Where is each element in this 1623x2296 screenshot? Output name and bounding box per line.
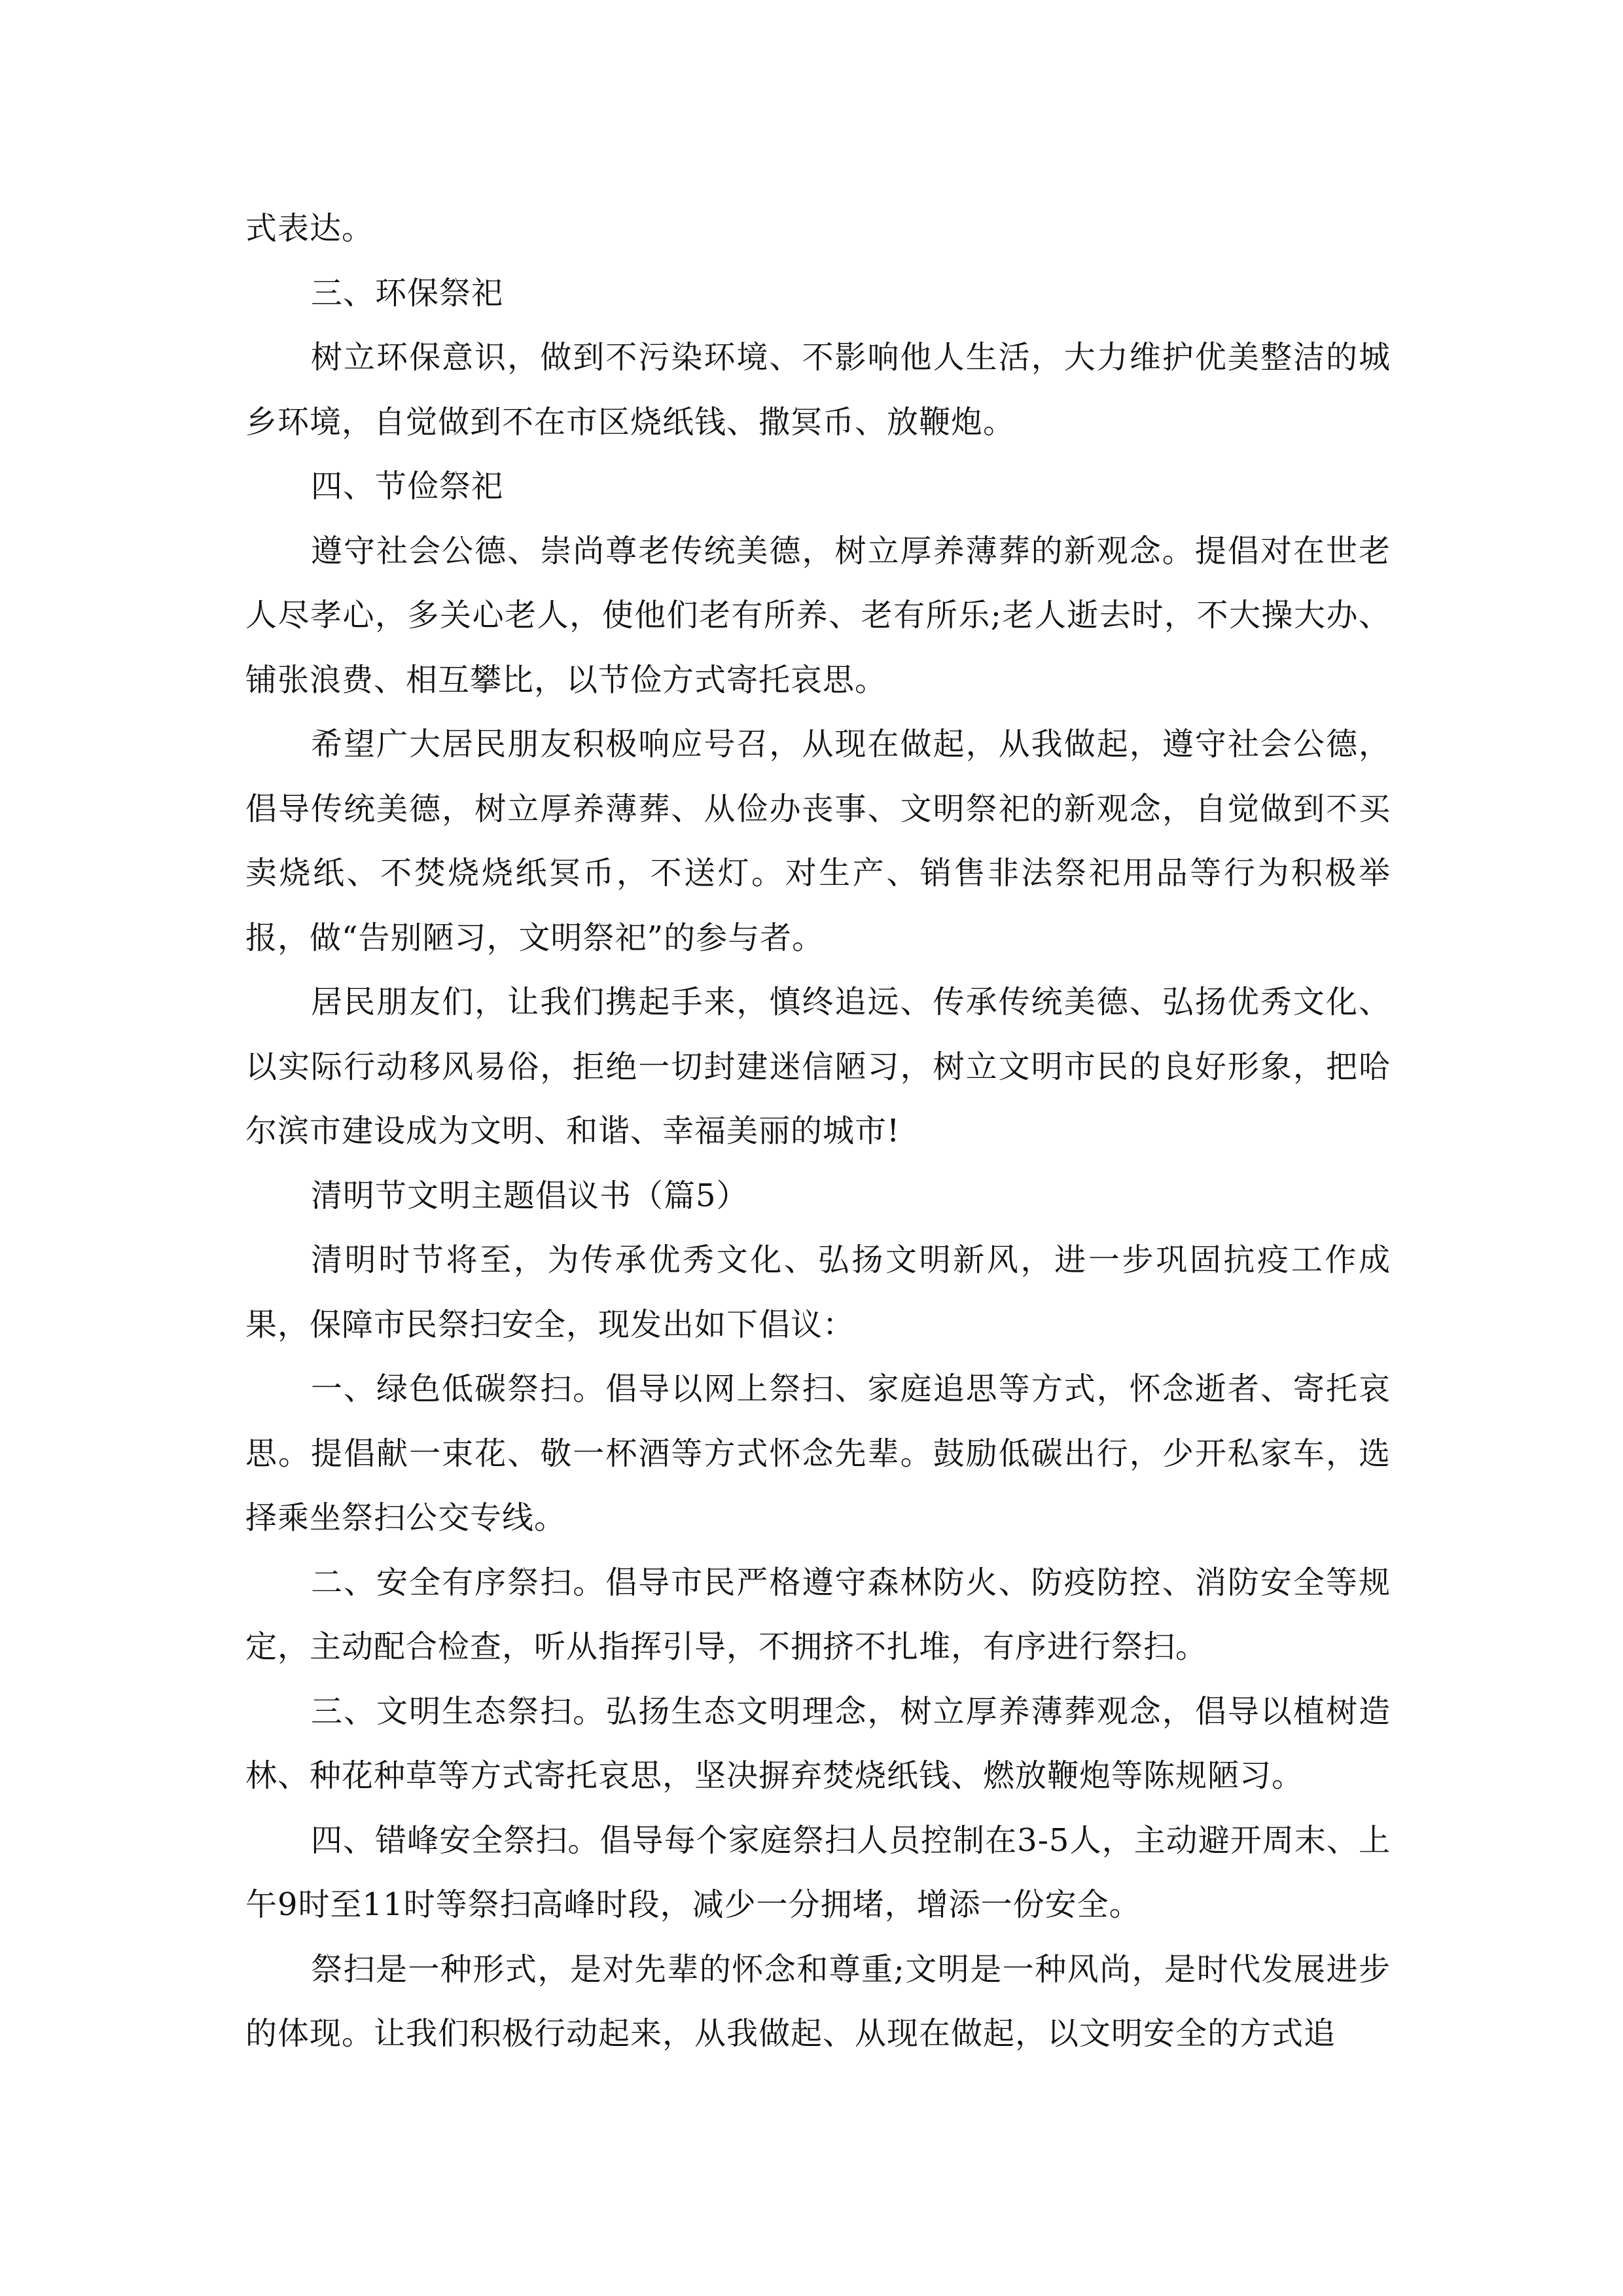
paragraph-eco-sacrifice: 树立环保意识，做到不污染环境、不影响他人生活，大力维护优美整洁的城乡环境，自觉做到不在市区烧纸钱、撒冥币、放鞭炮。 — [245, 339, 1391, 440]
paragraph-frugal-sacrifice: 遵守社会公德、崇尚尊老传统美德，树立厚养薄葬的新观念。提倡对在世老人尽孝心，多关心老人，使他们老有所养、老有所乐;老人逝去时，不大操大办、铺张浪费、相互攀比，以节俭方式寄托哀思。 — [245, 532, 1391, 698]
paragraph-green-low-carbon: 一、绿色低碳祭扫。倡导以网上祭扫、家庭追思等方式，怀念逝者、寄托哀思。提倡献一束花、敬一杯酒等方式怀念先辈。鼓励低碳出行，少开私家车，选择乘坐祭扫公交专线。 — [245, 1371, 1391, 1536]
paragraph-conclusion: 祭扫是一种形式，是对先辈的怀念和尊重;文明是一种风尚，是时代发展进步的体现。让我们积极行动起来，从我做起、从现在做起，以文明安全的方式追 — [245, 1950, 1391, 2052]
paragraph-continuation: 式表达。 — [245, 210, 374, 247]
paragraph-off-peak: 四、错峰安全祭扫。倡导每个家庭祭扫人员控制在3-5人，主动避开周末、上午9时至11时等祭扫高峰时段，减少一分拥堵，增添一份安全。 — [245, 1821, 1391, 1923]
paragraph-call-to-action: 希望广大居民朋友积极响应号召，从现在做起，从我做起，遵守社会公德，倡导传统美德，树立厚养薄葬、从俭办丧事、文明祭祀的新观念，自觉做到不买卖烧纸、不焚烧烧纸冥币，不送灯。对生产、销售非法祭祀用品等行为积极举报，做“告别陋习，文明祭祀”的参与者。 — [245, 726, 1391, 956]
heading-eco-sacrifice: 三、环保祭祀 — [311, 274, 504, 312]
section-title-part-5: 清明节文明主题倡议书（篇5） — [311, 1177, 749, 1214]
document-body — [245, 196, 1391, 2066]
paragraph-closing-appeal: 居民朋友们，让我们携起手来，慎终追远、传承传统美德、弘扬优秀文化、以实际行动移风易俗，拒绝一切封建迷信陋习，树立文明市民的良好形象，把哈尔滨市建设成为文明、和谐、幸福美丽的城市! — [245, 984, 1391, 1149]
heading-frugal-sacrifice: 四、节俭祭祀 — [311, 468, 504, 505]
paragraph-safe-orderly: 二、安全有序祭扫。倡导市民严格遵守森林防火、防疫防控、消防安全等规定，主动配合检查，听从指挥引导，不拥挤不扎堆，有序进行祭扫。 — [245, 1564, 1391, 1665]
paragraph-intro-part-5: 清明时节将至，为传承优秀文化、弘扬文明新风，进一步巩固抗疫工作成果，保障市民祭扫安全，现发出如下倡议： — [245, 1242, 1391, 1343]
paragraph-eco-civilized: 三、文明生态祭扫。弘扬生态文明理念，树立厚养薄葬观念，倡导以植树造林、种花种草等方式寄托哀思，坚决摒弃焚烧纸钱、燃放鞭炮等陈规陋习。 — [245, 1693, 1391, 1794]
